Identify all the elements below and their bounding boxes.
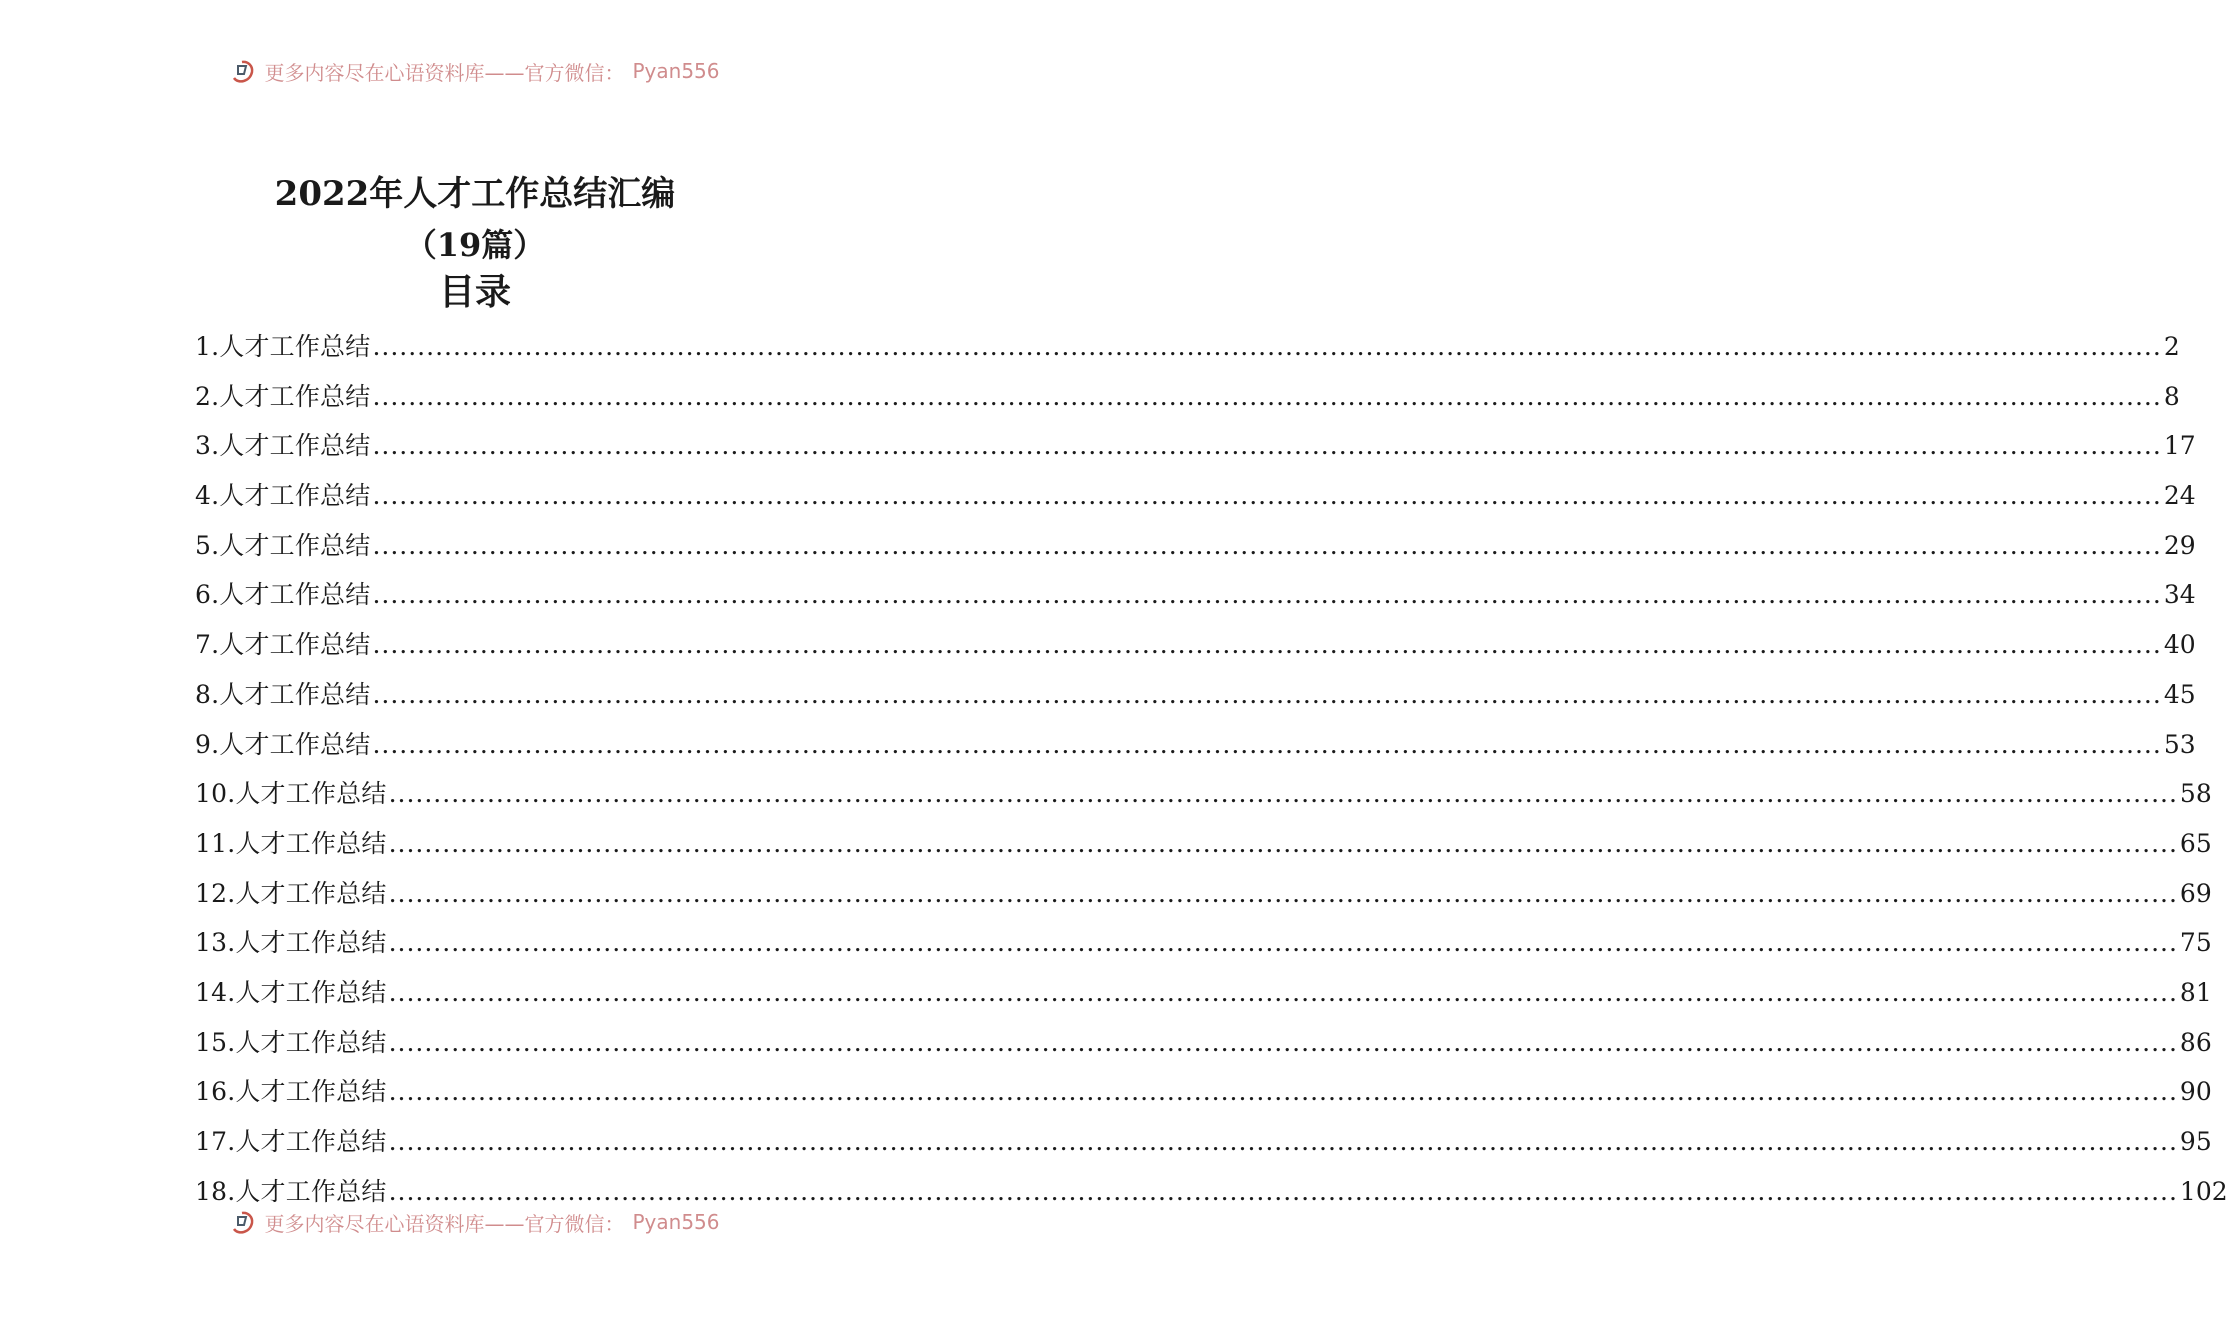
toc-dot-leader: ........................................................................................................................................................................................................: [388, 1027, 2178, 1057]
toc-entry-page: 45: [2163, 679, 2196, 709]
toc-entry-page: 40: [2163, 630, 2196, 660]
toc-entry-label: 7.人才工作总结: [195, 630, 371, 660]
toc-entry-label: 4.人才工作总结: [195, 481, 371, 511]
logo-icon: [230, 58, 256, 84]
toc-entry-page: 34: [2163, 580, 2196, 610]
toc-entry-label: 17.人才工作总结: [195, 1127, 387, 1156]
toc-entry-label: 3.人才工作总结: [195, 431, 371, 461]
toc-entry[interactable]: [195, 1018, 2212, 1068]
toc-dot-leader: ........................................................................................................................................................................................................: [372, 630, 2162, 660]
toc-entry[interactable]: [195, 1117, 2212, 1167]
toc-entry-page: 69: [2179, 878, 2212, 908]
toc-dot-leader: ........................................................................................................................................................................................................: [372, 729, 2162, 759]
toc-entry[interactable]: [195, 769, 2212, 819]
toc-dot-leader: ........................................................................................................................................................................................................: [388, 928, 2178, 958]
toc-heading: 目录: [438, 272, 511, 313]
toc-dot-leader: ........................................................................................................................................................................................................: [372, 530, 2162, 560]
toc-entry-label: 18.人才工作总结: [195, 1176, 387, 1206]
watermark-text: 更多内容尽在心语资料库——官方微信：: [264, 60, 625, 85]
toc-entry-page: 17: [2163, 431, 2196, 461]
toc-dot-leader: ........................................................................................................................................................................................................: [388, 878, 2178, 908]
toc-entry-label: 13.人才工作总结: [195, 928, 387, 958]
toc-dot-leader: ........................................................................................................................................................................................................: [388, 1077, 2178, 1107]
toc-entry-label: 6.人才工作总结: [195, 580, 371, 610]
toc-entry[interactable]: [195, 372, 2180, 422]
toc-dot-leader: ........................................................................................................................................................................................................: [372, 679, 2162, 709]
watermark-handle: Pyan556: [632, 1210, 720, 1234]
toc-entry-page: 58: [2179, 779, 2212, 809]
toc-entry-page: 86: [2179, 1027, 2212, 1057]
toc-dot-leader: ........................................................................................................................................................................................................: [372, 481, 2162, 511]
logo-icon: [230, 1209, 256, 1235]
toc-entry-label: 2.人才工作总结: [195, 381, 371, 411]
toc-dot-leader: ........................................................................................................................................................................................................: [372, 580, 2162, 610]
toc-entry-label: 10.人才工作总结: [195, 779, 387, 809]
toc-entry[interactable]: [195, 521, 2196, 571]
table-of-contents: [195, 322, 2228, 1216]
toc-entry-page: 65: [2179, 828, 2212, 858]
toc-entry-page: 24: [2163, 481, 2196, 511]
toc-entry-page: 95: [2179, 1127, 2212, 1156]
toc-entry-label: 15.人才工作总结: [195, 1027, 387, 1057]
toc-entry[interactable]: [195, 670, 2196, 720]
toc-entry-page: 29: [2163, 530, 2196, 560]
toc-dot-leader: ........................................................................................................................................................................................................: [388, 828, 2178, 858]
watermark-header: [0, 56, 950, 86]
toc-entry-label: 9.人才工作总结: [195, 729, 371, 759]
toc-dot-leader: ........................................................................................................................................................................................................: [388, 977, 2178, 1007]
toc-dot-leader: ........................................................................................................................................................................................................: [388, 1176, 2178, 1206]
toc-entry[interactable]: [195, 1067, 2212, 1117]
toc-entry-page: 53: [2163, 729, 2196, 759]
document-title: 2022年人才工作总结汇编: [274, 174, 676, 214]
toc-entry[interactable]: [195, 322, 2180, 372]
watermark-handle: Pyan556: [632, 59, 720, 83]
toc-entry[interactable]: [195, 720, 2196, 770]
toc-entry-label: 16.人才工作总结: [195, 1077, 387, 1107]
toc-entry-label: 12.人才工作总结: [195, 878, 387, 908]
document-subtitle: （19篇）: [404, 226, 546, 264]
toc-entry[interactable]: [195, 620, 2196, 670]
toc-entry[interactable]: [195, 968, 2212, 1018]
toc-dot-leader: ........................................................................................................................................................................................................: [372, 332, 2162, 361]
toc-entry[interactable]: [195, 471, 2196, 521]
toc-entry-label: 8.人才工作总结: [195, 679, 371, 709]
toc-entry[interactable]: [195, 819, 2212, 869]
toc-entry[interactable]: [195, 869, 2212, 919]
toc-entry[interactable]: [195, 570, 2196, 620]
toc-entry-label: 1.人才工作总结: [195, 332, 371, 361]
toc-entry-page: 8: [2163, 381, 2180, 411]
toc-dot-leader: ........................................................................................................................................................................................................: [388, 1127, 2178, 1156]
toc-entry-page: 102: [2179, 1176, 2228, 1206]
toc-entry-label: 11.人才工作总结: [195, 828, 387, 858]
toc-entry-label: 14.人才工作总结: [195, 977, 387, 1007]
toc-dot-leader: ........................................................................................................................................................................................................: [372, 381, 2162, 411]
toc-entry-page: 2: [2163, 332, 2180, 361]
toc-entry[interactable]: [195, 421, 2196, 471]
toc-entry-label: 5.人才工作总结: [195, 530, 371, 560]
toc-entry-page: 81: [2179, 977, 2212, 1007]
watermark-footer: [0, 1207, 950, 1237]
toc-entry[interactable]: [195, 918, 2212, 968]
watermark-text: 更多内容尽在心语资料库——官方微信：: [264, 1211, 625, 1236]
toc-dot-leader: ........................................................................................................................................................................................................: [388, 779, 2178, 809]
toc-entry-page: 75: [2179, 928, 2212, 958]
toc-entry-page: 90: [2179, 1077, 2212, 1107]
toc-dot-leader: ........................................................................................................................................................................................................: [372, 431, 2162, 461]
